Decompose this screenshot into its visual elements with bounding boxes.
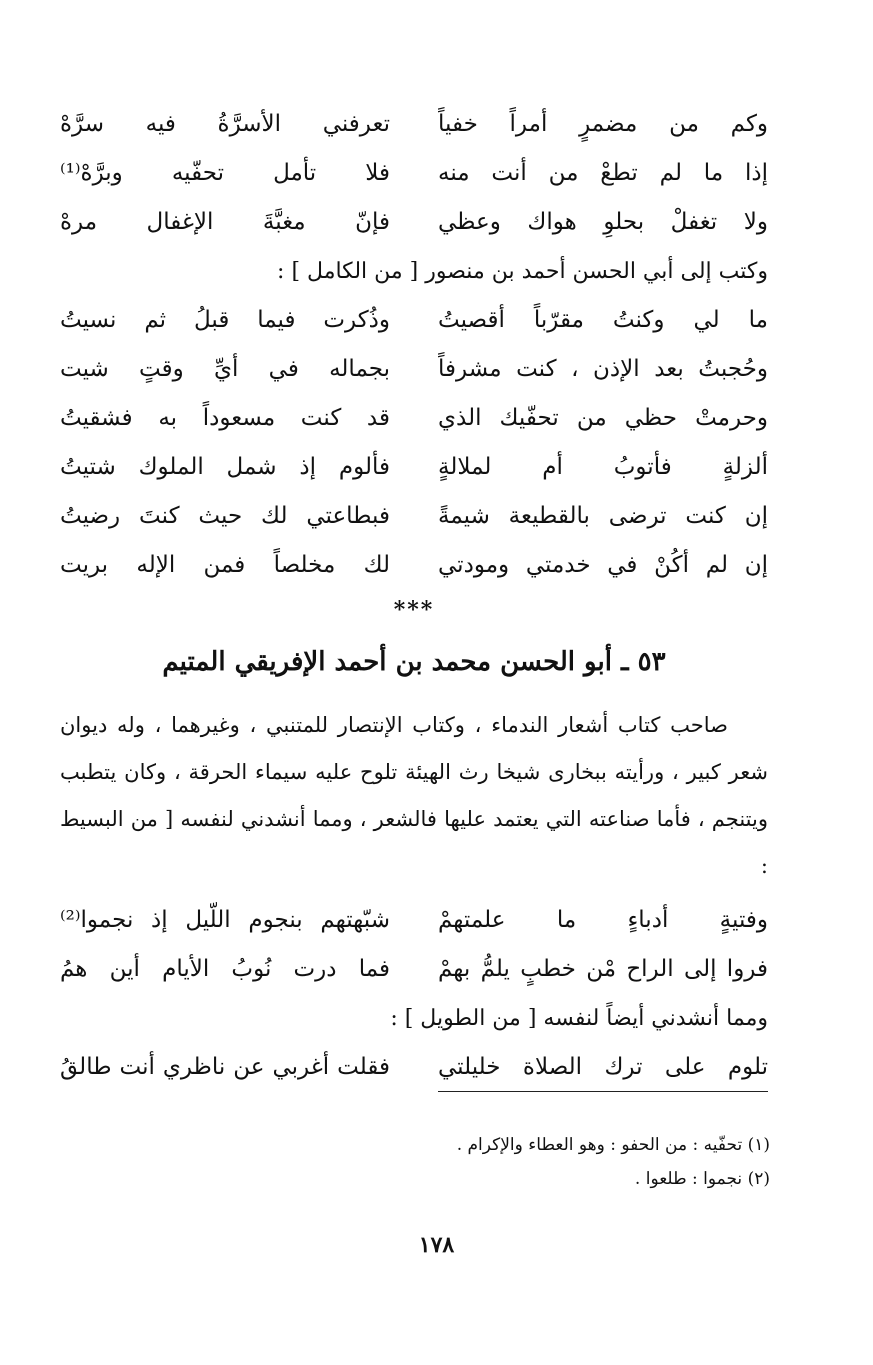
verse-line — [60, 443, 768, 492]
verse-first-hemistich: ما لي وكنتُ مقرّباً أقصيتُ — [438, 307, 768, 333]
verse-second-hemistich: قد كنت مسعوداً به فشقيتُ — [60, 405, 390, 431]
verse-line — [60, 198, 768, 247]
verse-line — [60, 149, 768, 198]
verse-second-hemistich: فبطاعتي لك حيث كنتَ رضيتُ — [60, 503, 390, 529]
poem-intro: وكتب إلى أبي الحسن أحمد بن منصور [ من الكامل ] : — [277, 259, 768, 284]
section-title: ٥٣ ـ أبو الحسن محمد بن أحمد الإفريقي المتيم — [162, 647, 666, 677]
verse-first-hemistich: إذا ما لم تطعْ من أنت منه — [438, 160, 768, 186]
verse-second-hemistich: فإنّ مغبَّةَ الإغفال مرهْ — [60, 209, 390, 235]
verse-line — [60, 541, 768, 590]
verse-second-hemistich: فقلت أغربي عن ناظري أنت طالقُ — [60, 1054, 390, 1080]
verse-line — [60, 945, 768, 994]
page-number: ١٧٨ — [418, 1232, 455, 1258]
verse-second-hemistich: فألوم إذ شمل الملوك شتيتُ — [60, 454, 390, 480]
poem-3 — [60, 896, 768, 994]
footnote: (١) تحفّيه : من الحفو : وهو العطاء والإكرام . — [456, 1135, 770, 1155]
verse-first-hemistich: ولا تغفلْ بحلوِ هواك وعظي — [438, 209, 768, 235]
verse-first-hemistich: فروا إلى الراح مْن خطبٍ يلمُّ بهمْ — [438, 956, 768, 982]
poem-intro: ومما أنشدني أيضاً لنفسه [ من الطويل ] : — [390, 1006, 768, 1031]
verse-line — [60, 394, 768, 443]
verse-first-hemistich: ألزلةٍ فأتوبُ أم لملالةٍ — [438, 454, 768, 480]
verse-first-hemistich: وفتيةٍ أدباءٍ ما علمتهمْ — [438, 907, 768, 933]
verse-second-hemistich: فما درت نُوبُ الأيام أين همُ — [60, 956, 390, 982]
page-body — [60, 100, 768, 1092]
verse-first-hemistich: وكم من مضمرٍ أمراً خفياً — [438, 111, 768, 137]
verse-second-hemistich: لك مخلصاً فمن الإله بريت — [60, 552, 390, 578]
verse-first-hemistich: وحُجبتُ بعد الإذن ، كنت مشرفاً — [438, 356, 768, 382]
verse-line — [60, 896, 768, 945]
verse-second-hemistich: وذُكرت فيما قبلُ ثم نسيتُ — [60, 307, 390, 333]
verse-second-hemistich: شبّهتهم بنجوم اللّيل إذ نجموا⁽²⁾ — [60, 907, 390, 933]
verse-line — [60, 296, 768, 345]
verse-first-hemistich: وحرمتْ حظي من تحفّيك الذي — [438, 405, 768, 431]
verse-second-hemistich: فلا تأمل تحفّيه وبرَّهْ⁽¹⁾ — [60, 160, 390, 186]
biography-paragraph: صاحب كتاب أشعار الندماء ، وكتاب الإنتصار للمتنبي ، وغيرهما ، وله ديوان شعر كبير ، ورأيته ببخارى شيخا رث الهيئة تلوح عليه سيماء الحرقة ، وكان يتطبب ويتنجم ، فأما صناعته التي يعتمد عليها فالشعر ، ومما أنشدني لنفسه [ من البسيط : — [60, 713, 768, 878]
section-separator: *** — [393, 597, 435, 623]
verse-first-hemistich: تلوم على ترك الصلاة خليلتي — [438, 1043, 768, 1092]
verse-line — [60, 1043, 768, 1092]
verse-line — [60, 345, 768, 394]
verse-line — [60, 100, 768, 149]
verse-first-hemistich: إن لم أكُنْ في خدمتي ومودتي — [438, 552, 768, 578]
verse-second-hemistich: تعرفني الأسرَّةُ فيه سرَّهْ — [60, 111, 390, 137]
verse-second-hemistich: بجماله في أيِّ وقتٍ شيت — [60, 356, 390, 382]
poem-4 — [60, 1043, 768, 1092]
poem-2 — [60, 296, 768, 590]
verse-first-hemistich: إن كنت ترضى بالقطيعة شيمةً — [438, 503, 768, 529]
footnote: (٢) نجموا : طلعوا . — [634, 1169, 770, 1189]
footnotes — [340, 1128, 770, 1196]
poem-1 — [60, 100, 768, 247]
verse-line — [60, 492, 768, 541]
